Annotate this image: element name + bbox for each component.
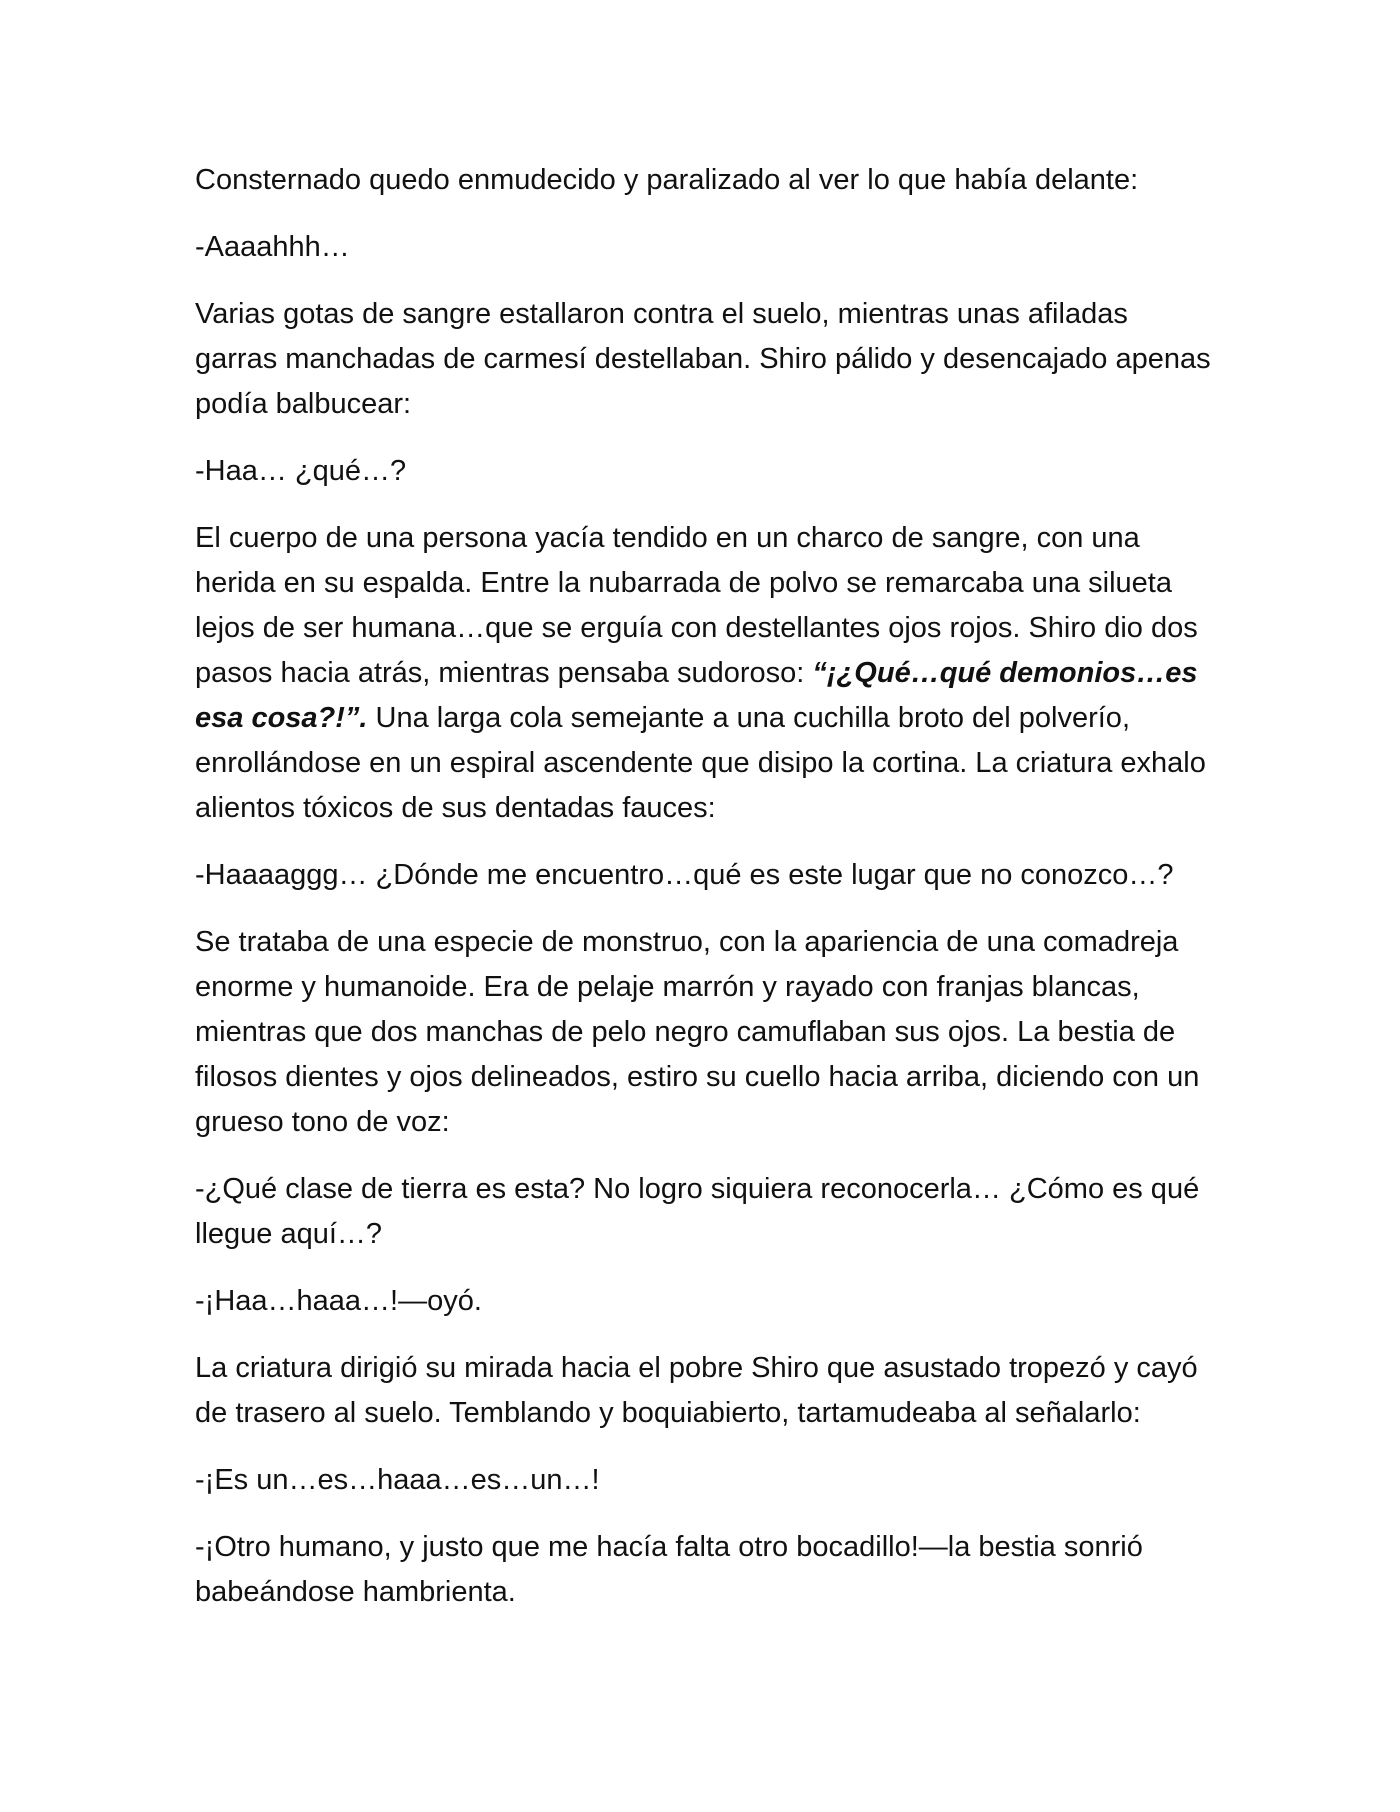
paragraph-9: -¡Haa…haaa…!—oyó. xyxy=(195,1285,482,1317)
document-page xyxy=(195,158,1215,1637)
paragraph-12: -¡Otro humano, y justo que me hacía falta otro bocadillo!—la bestia sonrió babeándose hambrienta. xyxy=(195,1531,1143,1608)
paragraph-5-text-before: El cuerpo de una persona yacía tendido en un charco de sangre, con una herida en su espalda. Entre la nubarrada de polvo se remarcaba una silueta lejos de ser humana…que se erguía con destellantes ojos rojos. Shiro dio dos pasos hacia atrás, mientras pensaba sudoroso: xyxy=(195,522,1198,689)
paragraph-8: -¿Qué clase de tierra es esta? No logro siquiera reconocerla… ¿Cómo es qué llegue aquí…? xyxy=(195,1173,1200,1250)
paragraph-10: La criatura dirigió su mirada hacia el pobre Shiro que asustado tropezó y cayó de trasero al suelo. Temblando y boquiabierto, tartamudeaba al señalarlo: xyxy=(195,1352,1198,1429)
paragraph-7: Se trataba de una especie de monstruo, con la apariencia de una comadreja enorme y humanoide. Era de pelaje marrón y rayado con franjas blancas, mientras que dos manchas de pelo negro camuflaban sus ojos. La bestia de filosos dientes y ojos delineados, estiro su cuello hacia arriba, diciendo con un grueso tono de voz: xyxy=(195,926,1200,1138)
paragraph-11: -¡Es un…es…haaa…es…un…! xyxy=(195,1464,600,1496)
paragraph-5-text-after: Una larga cola semejante a una cuchilla broto del polverío, enrollándose en un espiral ascendente que disipo la cortina. La criatura exhalo alientos tóxicos de sus dentadas fauces: xyxy=(195,702,1206,824)
paragraph-5-italic-thought: “¡¿Qué…qué demonios…es esa cosa?!”. xyxy=(195,657,1198,734)
paragraph-6: -Haaaaggg… ¿Dónde me encuentro…qué es este lugar que no conozco…? xyxy=(195,859,1174,891)
paragraph-1: Consternado quedo enmudecido y paralizado al ver lo que había delante: xyxy=(195,164,1139,196)
paragraph-3: Varias gotas de sangre estallaron contra el suelo, mientras unas afiladas garras manchadas de carmesí destellaban. Shiro pálido y desencajado apenas podía balbucear: xyxy=(195,298,1211,420)
paragraph-5 xyxy=(195,516,1215,831)
paragraph-4: -Haa… ¿qué…? xyxy=(195,455,407,487)
paragraph-2: -Aaaahhh… xyxy=(195,231,350,263)
